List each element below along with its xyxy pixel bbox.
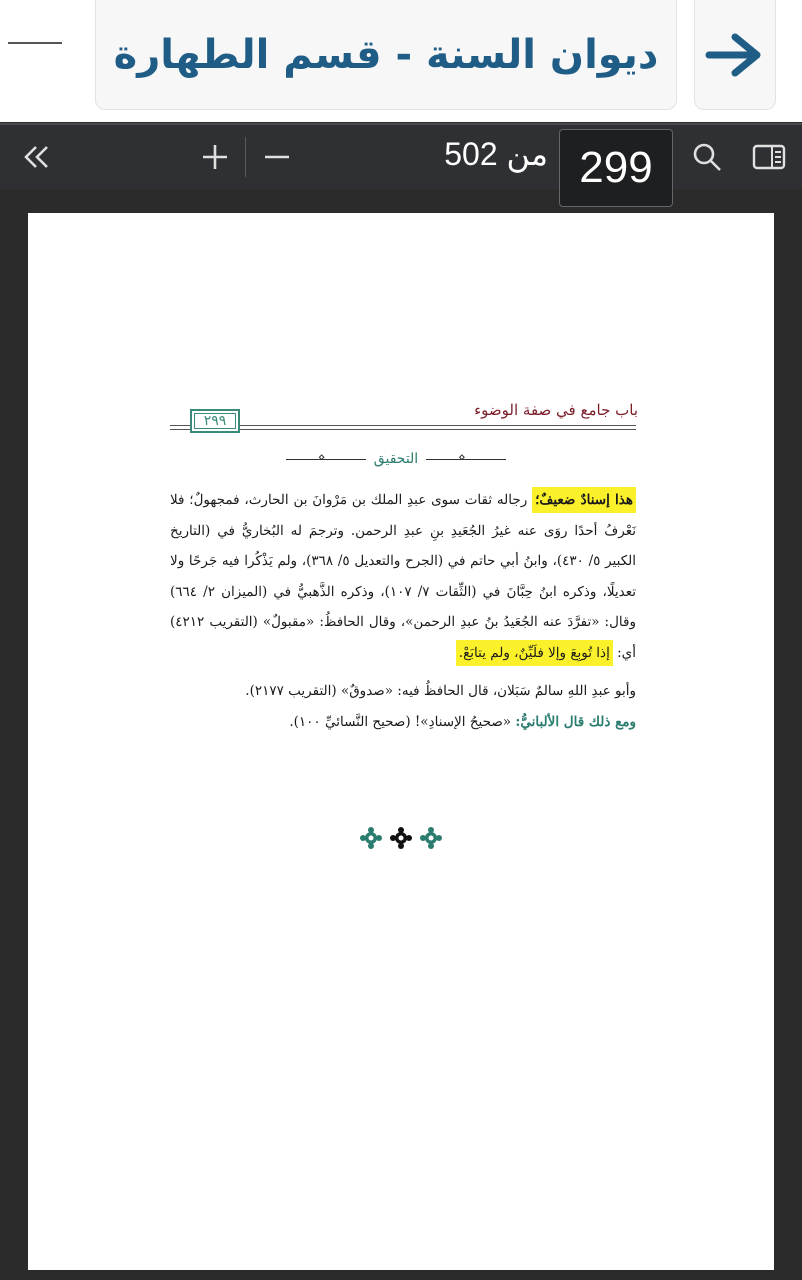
back-button[interactable] [694, 0, 776, 110]
highlight-tawbi: إذا تُوبِعَ وإلا فلَيِّنٌ، ولم يتابَعْ. [456, 640, 613, 666]
pdf-toolbar [0, 123, 802, 192]
section-heading [286, 451, 506, 467]
paragraph-1-text: رجاله ثقات سوى عبدِ الملك بن مَرْوانَ بن الحارث، فمجهولٌ؛ فلا نَعْرفُ أحدًا روَى عنه غيرُ الجُعَيدِ بنِ عبدِ الرحمن. وترجمَ له البُخاريُّ في (التاريخ الكبير ٥/ ٤٣٠)، وابنُ أبي حاتم في (الجرح والتعديل ٥/ ٣٦٨)، ولم يَذْكُرا فيه جَرحًا ولا تعديلًا، وذكره ابنُ حِبَّانَ في (الثِّقات ٧/ ١٠٧)، وذكره الذَّهبيُّ في (الميزان ٢/ ٦٦٤) وقال: «تفرَّدَ عنه الجُعَيدُ بنُ عبدِ الرحمن»، وقال الحافظُ: «مقبولٌ» (التقريب ٤٢١٢) أي: [170, 492, 637, 661]
zoom-out-icon [263, 143, 291, 171]
paragraph-3 [170, 707, 636, 738]
paragraph-2: وأبو عبدِ اللهِ سالمٌ سَبَلان، قال الحافظُ فيه: «صدوقٌ» (التقريب ٢١٧٧). [245, 683, 636, 699]
page-number-badge [190, 409, 240, 433]
search-button[interactable] [688, 139, 726, 175]
albani-lead: ومع ذلك قال الألبانيُّ: [515, 713, 636, 730]
search-icon [692, 142, 722, 172]
end-ornament [28, 825, 774, 857]
collapse-icon[interactable] [16, 139, 56, 175]
sidebar-toggle-button[interactable] [748, 139, 790, 175]
zoom-in-icon [201, 143, 229, 171]
app-title: ديوان السنة - قسم الطهارة [113, 31, 659, 78]
highlight-weak-isnad: هذا إسنادٌ ضعيفٌ؛ [532, 487, 636, 513]
ornament-line-left [286, 459, 366, 460]
app-header [0, 0, 802, 122]
document-body [170, 485, 636, 737]
flower-ornament-icon [359, 825, 443, 851]
menu-icon[interactable] [8, 42, 62, 44]
page-number-text: ٢٩٩ [203, 413, 227, 429]
ornament-line-right [426, 459, 506, 460]
sidebar-toggle-icon [752, 144, 786, 170]
page-total-label: من 502 [444, 136, 548, 172]
title-bar [95, 0, 677, 110]
section-title: التحقيق [373, 451, 419, 467]
paragraph-3-text: «صحيحُ الإسنادِ»! (صحيح النَّسائيِّ ١٠٠). [289, 713, 516, 730]
running-head: باب جامع في صفة الوضوء [474, 401, 638, 419]
toolbar-separator [245, 137, 246, 177]
paragraph-1 [170, 485, 636, 668]
zoom-in-button[interactable] [196, 139, 234, 175]
document-viewport[interactable] [0, 189, 802, 1280]
page-number-input[interactable]: 299 [559, 129, 673, 207]
back-arrow-icon [705, 33, 765, 77]
zoom-out-button[interactable] [258, 139, 296, 175]
pdf-page [28, 213, 774, 1270]
